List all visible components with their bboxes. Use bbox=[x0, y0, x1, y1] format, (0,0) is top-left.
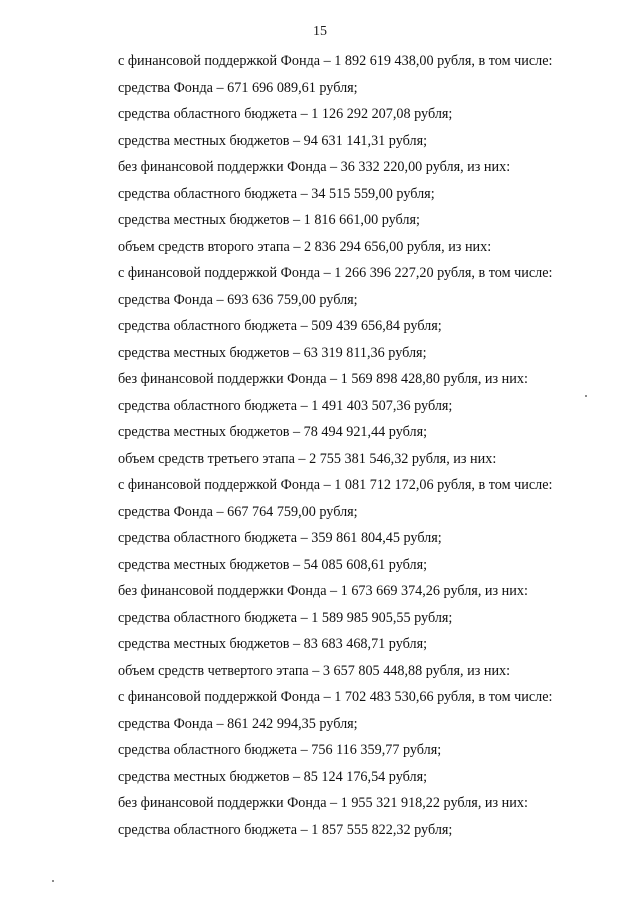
scan-speck bbox=[585, 395, 587, 397]
text-line: средства Фонда – 693 636 759,00 рубля; bbox=[118, 291, 358, 308]
text-line: средства областного бюджета – 1 589 985 905,55 рубля; bbox=[118, 609, 453, 626]
text-line: средства местных бюджетов – 78 494 921,44 рубля; bbox=[118, 424, 428, 440]
text-line: средства областного бюджета – 1 491 403 507,36 рубля; bbox=[118, 397, 453, 414]
text-body bbox=[118, 48, 600, 843]
text-line: средства областного бюджета – 756 116 359,77 рубля; bbox=[118, 742, 442, 758]
text-line: средства областного бюджета – 509 439 656,84 рубля; bbox=[118, 318, 442, 334]
text-line: с финансовой поддержкой Фонда – 1 266 396 227,20 рубля, в том числе: bbox=[118, 265, 553, 281]
text-line: без финансовой поддержки Фонда – 1 955 321 918,22 рубля, из них: bbox=[118, 795, 528, 811]
scan-speck bbox=[52, 880, 54, 882]
text-line: средства Фонда – 667 764 759,00 рубля; bbox=[118, 503, 358, 520]
text-line: средства местных бюджетов – 83 683 468,71 рубля; bbox=[118, 636, 428, 652]
text-line: средства местных бюджетов – 94 631 141,31 рубля; bbox=[118, 132, 428, 149]
text-line: с финансовой поддержкой Фонда – 1 702 483 530,66 рубля, в том числе: bbox=[118, 689, 553, 705]
text-line: средства местных бюджетов – 85 124 176,54 рубля; bbox=[118, 768, 428, 785]
text-line: с финансовой поддержкой Фонда – 1 081 712 172,06 рубля, в том числе: bbox=[118, 477, 553, 493]
text-line: объем средств второго этапа – 2 836 294 656,00 рубля, из них: bbox=[118, 238, 492, 255]
text-line: средства местных бюджетов – 63 319 811,36 рубля; bbox=[118, 344, 427, 361]
text-line: объем средств третьего этапа – 2 755 381 546,32 рубля, из них: bbox=[118, 450, 497, 467]
text-line: без финансовой поддержки Фонда – 36 332 220,00 рубля, из них: bbox=[118, 159, 511, 175]
text-line: средства местных бюджетов – 1 816 661,00 рубля; bbox=[118, 212, 420, 228]
page-number: 15 bbox=[313, 24, 327, 39]
text-line: средства областного бюджета – 1 126 292 207,08 рубля; bbox=[118, 106, 453, 122]
text-line: с финансовой поддержкой Фонда – 1 892 619 438,00 рубля, в том числе: bbox=[118, 53, 553, 69]
text-line: средства местных бюджетов – 54 085 608,61 рубля; bbox=[118, 556, 428, 573]
text-line: средства Фонда – 861 242 994,35 рубля; bbox=[118, 715, 358, 732]
text-line: средства областного бюджета – 1 857 555 822,32 рубля; bbox=[118, 821, 453, 838]
text-line: средства Фонда – 671 696 089,61 рубля; bbox=[118, 79, 358, 96]
text-line: объем средств четвертого этапа – 3 657 805 448,88 рубля, из них: bbox=[118, 662, 511, 679]
text-line: без финансовой поддержки Фонда – 1 569 898 428,80 рубля, из них: bbox=[118, 371, 528, 387]
text-line: средства областного бюджета – 34 515 559,00 рубля; bbox=[118, 185, 435, 202]
text-line: средства областного бюджета – 359 861 804,45 рубля; bbox=[118, 530, 442, 546]
text-line: без финансовой поддержки Фонда – 1 673 669 374,26 рубля, из них: bbox=[118, 583, 528, 599]
